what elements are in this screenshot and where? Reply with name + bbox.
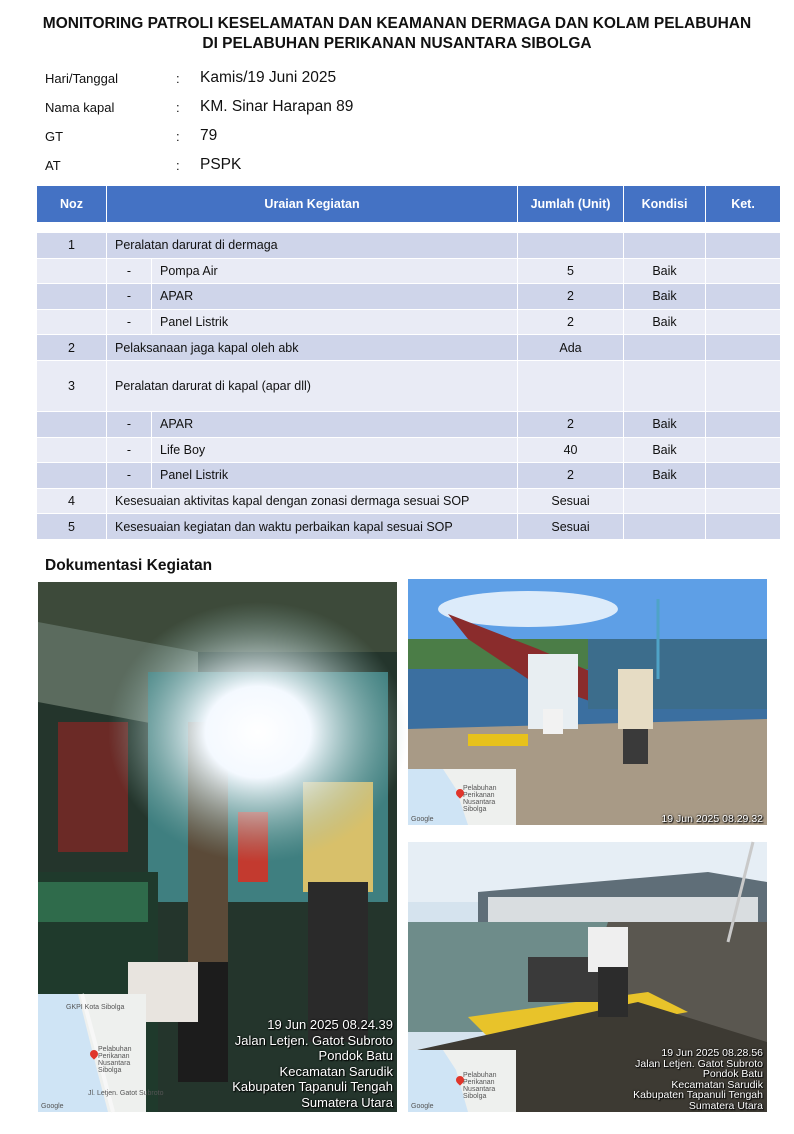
info-value: PSPK: [200, 156, 242, 173]
documentation-heading: Dokumentasi Kegiatan: [45, 557, 213, 574]
location-minimap: [408, 769, 516, 825]
row-item: APAR: [152, 411, 518, 437]
info-label: GT: [45, 129, 64, 144]
row-number: [37, 437, 107, 463]
document-title: [20, 14, 774, 54]
row-description: Peralatan darurat di kapal (apar dll): [107, 360, 518, 411]
timestamp-line: Kabupaten Tapanuli Tengah: [633, 1089, 763, 1101]
title-line-1: MONITORING PATROLI KESELAMATAN DAN KEAMANAN DERMAGA DAN KOLAM PELABUHAN: [42, 15, 752, 32]
row-number: [37, 411, 107, 437]
timestamp-line: 19 Jun 2025 08.24.39: [267, 1017, 393, 1032]
row-notes: [706, 233, 781, 259]
header-condition: Kondisi: [624, 186, 706, 223]
info-colon: :: [176, 100, 180, 115]
row-description: Kesesuaian kegiatan dan waktu perbaikan kapal sesuai SOP: [107, 514, 518, 540]
map-label: GKPI Kota Sibolga: [66, 1004, 125, 1011]
photo-ship-interior: [38, 582, 397, 1112]
timestamp-line: Kabupaten Tapanuli Tengah: [232, 1079, 393, 1094]
table-row: [37, 360, 781, 411]
row-condition: Baik: [624, 463, 706, 489]
map-brand: Google: [411, 816, 434, 823]
row-bullet: -: [107, 411, 152, 437]
table-row: [37, 309, 781, 335]
row-condition: Baik: [624, 258, 706, 284]
row-condition: Baik: [624, 411, 706, 437]
row-condition: [624, 233, 706, 259]
row-notes: [706, 335, 781, 361]
row-quantity: Sesuai: [518, 488, 624, 514]
row-bullet: -: [107, 309, 152, 335]
timestamp-line: Sumatera Utara: [688, 1099, 763, 1112]
row-number: 3: [37, 360, 107, 411]
photo-dock-panel: [408, 579, 767, 825]
table-spacer: [37, 223, 781, 233]
map-label: Pelabuhan Perikanan Nusantara Sibolga: [98, 1046, 132, 1074]
row-condition: [624, 360, 706, 411]
row-notes: [706, 514, 781, 540]
row-notes: [706, 258, 781, 284]
photo-timestamp: [661, 814, 763, 825]
timestamp-line: Jalan Letjen. Gatot Subroto: [234, 1032, 393, 1048]
info-label: Hari/Tanggal: [45, 71, 118, 86]
info-colon: :: [176, 71, 180, 86]
photo-timestamp: [232, 1017, 393, 1110]
row-notes: [706, 437, 781, 463]
row-number: 4: [37, 488, 107, 514]
timestamp-line: Pondok Batu: [318, 1048, 393, 1063]
info-value: 79: [200, 127, 218, 144]
location-minimap: [408, 1050, 516, 1112]
timestamp-line: 19 Jun 2025 08.28.56: [661, 1047, 763, 1059]
row-bullet: -: [107, 437, 152, 463]
header-quantity: Jumlah (Unit): [518, 186, 624, 223]
row-condition: [624, 514, 706, 540]
row-quantity: [518, 233, 624, 259]
table-row: [37, 258, 781, 284]
row-number: [37, 463, 107, 489]
table-row: [37, 488, 781, 514]
row-notes: [706, 284, 781, 310]
row-quantity: 2: [518, 463, 624, 489]
row-condition: Baik: [624, 437, 706, 463]
row-bullet: -: [107, 284, 152, 310]
timestamp-line: Pondok Batu: [702, 1068, 763, 1080]
header-notes: Ket.: [706, 186, 781, 223]
row-item: Panel Listrik: [152, 309, 518, 335]
header-description: Uraian Kegiatan: [107, 186, 518, 223]
row-number: [37, 309, 107, 335]
timestamp-line: 19 Jun 2025 08.29.32: [661, 812, 763, 825]
row-description: Kesesuaian aktivitas kapal dengan zonasi dermaga sesuai SOP: [107, 488, 518, 514]
location-minimap: [38, 994, 164, 1112]
row-condition: [624, 335, 706, 361]
row-number: [37, 284, 107, 310]
title-line-2: DI PELABUHAN PERIKANAN NUSANTARA SIBOLGA: [202, 35, 592, 52]
info-label: AT: [45, 158, 61, 173]
table-row: [37, 233, 781, 259]
timestamp-line: Kecamatan Sarudik: [279, 1063, 393, 1079]
row-condition: [624, 488, 706, 514]
row-number: [37, 258, 107, 284]
timestamp-line: Jalan Letjen. Gatot Subroto: [635, 1057, 763, 1070]
map-brand: Google: [41, 1103, 64, 1110]
header-no: Noz: [37, 186, 107, 223]
table-row: [37, 514, 781, 540]
map-label: Pelabuhan Perikanan Nusantara Sibolga: [463, 1072, 497, 1100]
table-header-row: [37, 186, 781, 223]
row-number: 5: [37, 514, 107, 540]
row-item: Panel Listrik: [152, 463, 518, 489]
map-brand: Google: [411, 1103, 434, 1110]
row-notes: [706, 463, 781, 489]
row-bullet: -: [107, 258, 152, 284]
timestamp-line: Kecamatan Sarudik: [671, 1078, 763, 1091]
timestamp-line: Sumatera Utara: [301, 1094, 393, 1110]
row-number: 1: [37, 233, 107, 259]
row-notes: [706, 411, 781, 437]
table-row: [37, 463, 781, 489]
info-value: Kamis/19 Juni 2025: [200, 69, 337, 86]
info-label: Nama kapal: [45, 100, 115, 115]
row-item: APAR: [152, 284, 518, 310]
row-quantity: 2: [518, 284, 624, 310]
row-condition: Baik: [624, 309, 706, 335]
row-quantity: [518, 360, 624, 411]
row-quantity: Ada: [518, 335, 624, 361]
inspection-table: [36, 185, 781, 540]
row-number: 2: [37, 335, 107, 361]
row-quantity: 2: [518, 309, 624, 335]
row-quantity: Sesuai: [518, 514, 624, 540]
table-row: [37, 437, 781, 463]
row-notes: [706, 488, 781, 514]
row-notes: [706, 309, 781, 335]
row-quantity: 40: [518, 437, 624, 463]
map-label: Pelabuhan Perikanan Nusantara Sibolga: [463, 785, 497, 813]
table-row: [37, 335, 781, 361]
info-colon: :: [176, 158, 180, 173]
table-row: [37, 284, 781, 310]
row-quantity: 5: [518, 258, 624, 284]
row-item: Pompa Air: [152, 258, 518, 284]
photo-timestamp: [633, 1048, 763, 1111]
info-value: KM. Sinar Harapan 89: [200, 98, 354, 115]
map-label: Jl. Letjen. Gatot Subroto: [88, 1090, 164, 1097]
row-item: Life Boy: [152, 437, 518, 463]
row-bullet: -: [107, 463, 152, 489]
row-notes: [706, 360, 781, 411]
row-quantity: 2: [518, 411, 624, 437]
photo-quay-inspection: [408, 842, 767, 1112]
row-description: Peralatan darurat di dermaga: [107, 233, 518, 259]
table-row: [37, 411, 781, 437]
info-colon: :: [176, 129, 180, 144]
row-condition: Baik: [624, 284, 706, 310]
row-description: Pelaksanaan jaga kapal oleh abk: [107, 335, 518, 361]
